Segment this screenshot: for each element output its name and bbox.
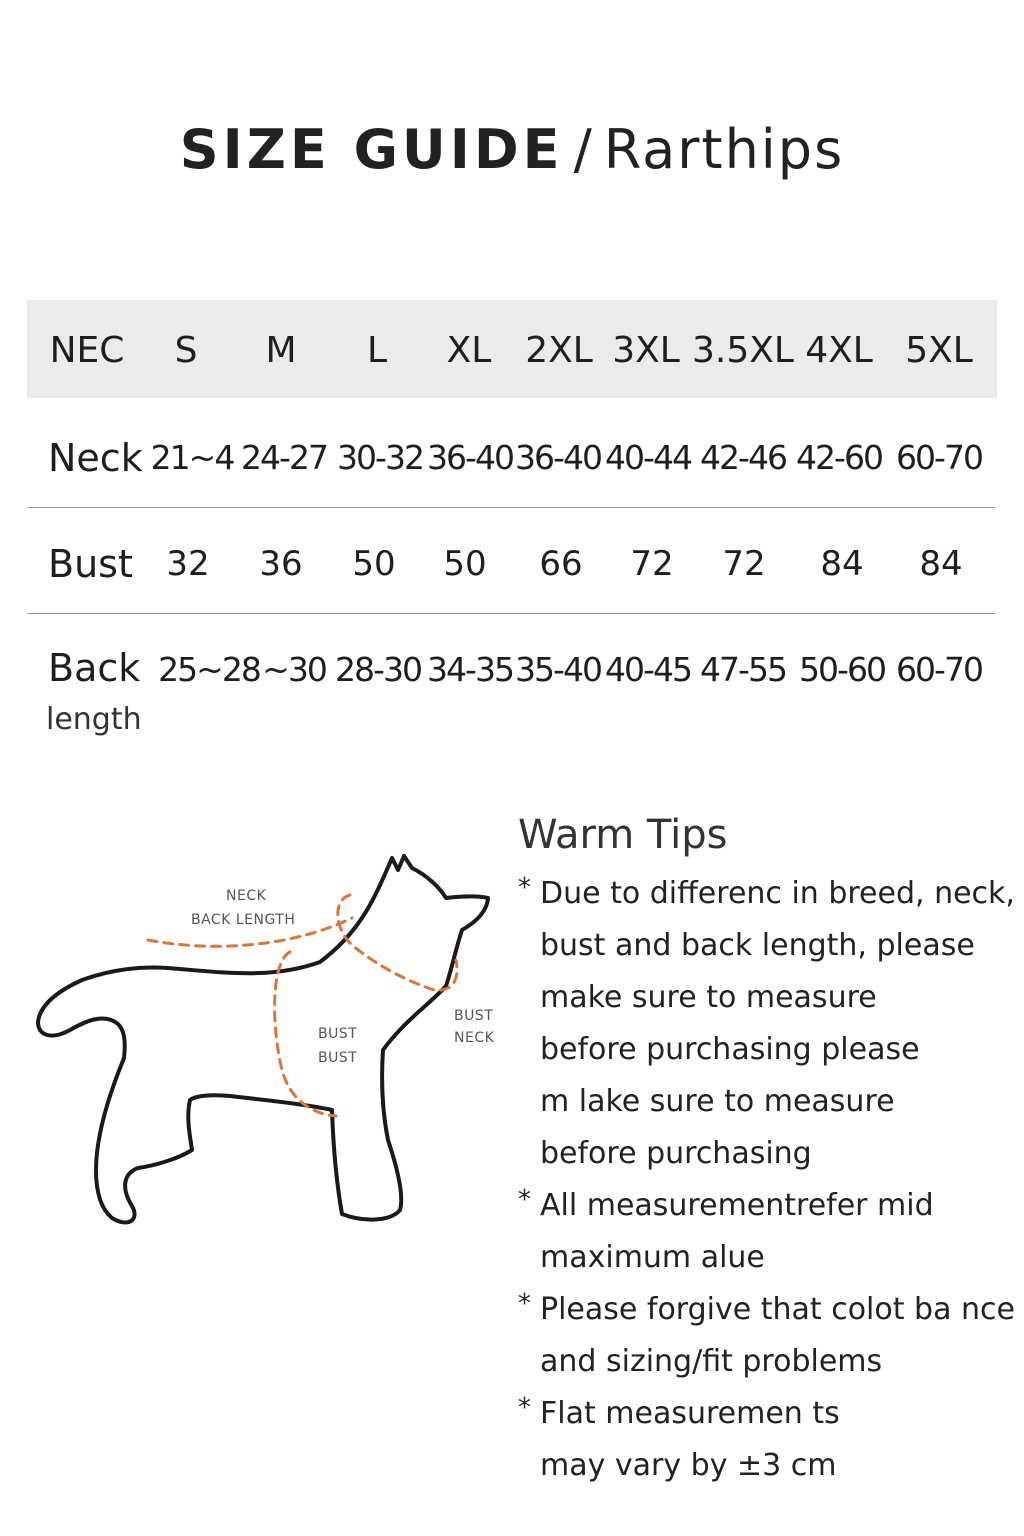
table-cell: 36-40: [515, 438, 601, 477]
tip-line: and sizing/fit problems: [540, 1344, 883, 1379]
dog-outline: [38, 856, 488, 1222]
neck-measure-line: [338, 895, 457, 990]
table-cell: 32: [166, 544, 210, 584]
header-cell: NEC: [49, 330, 125, 371]
table-cell: 72: [722, 544, 766, 584]
header-cell: S: [174, 330, 198, 371]
table-cell: 40-44: [605, 438, 691, 477]
table-cell: 84: [820, 544, 864, 584]
page-title: [0, 118, 1024, 181]
header-cell: 3.5XL: [692, 330, 794, 371]
table-cell: 30-32: [337, 438, 423, 477]
tip-line: m lake sure to measure: [540, 1084, 895, 1119]
diagram-label-bust-side: BUST: [454, 1008, 494, 1024]
table-cell: 50: [443, 544, 487, 584]
header-cell: L: [366, 330, 388, 371]
diagram-label-bust: BUST: [318, 1050, 358, 1066]
tip-line: Due to differenc in breed, neck,: [540, 876, 1015, 911]
diagram-label-neck-side: NECK: [454, 1030, 495, 1046]
table-cell: 60-70: [896, 650, 982, 689]
row-sublabel-length: length: [46, 702, 142, 737]
header-cell: M: [265, 330, 297, 371]
tip-line: Please forgive that colot ba nce: [540, 1292, 1015, 1327]
table-cell: 47-55: [700, 650, 786, 689]
table-cell: 40-45: [605, 650, 691, 689]
title-suffix: Rarthips: [603, 118, 845, 181]
table-cell: 24-27: [241, 438, 327, 477]
diagram-label-back-length: BACK LENGTH: [191, 912, 296, 928]
header-cell: 2XL: [525, 330, 593, 371]
asterisk-icon: *: [518, 1289, 531, 1319]
tip-line: bust and back length, please: [540, 928, 975, 963]
table-cell: 84: [919, 544, 963, 584]
row-label-back: Back: [48, 646, 141, 690]
asterisk-icon: *: [518, 1393, 531, 1423]
table-cell: 25~28: [158, 650, 260, 689]
tip-item: [518, 1284, 1018, 1388]
tip-line: All measurementrefer mid: [540, 1188, 934, 1223]
warm-tips-title: Warm Tips: [518, 812, 728, 858]
header-cell: 3XL: [612, 330, 680, 371]
row-label-bust: Bust: [48, 542, 133, 586]
table-cell: 50-60: [799, 650, 885, 689]
asterisk-icon: *: [518, 873, 531, 903]
row-divider: [27, 613, 995, 614]
table-cell: 60-70: [896, 438, 982, 477]
tip-item: [518, 1388, 1018, 1492]
table-cell: 42-60: [796, 438, 882, 477]
table-cell: 36: [259, 544, 303, 584]
header-cell: 5XL: [905, 330, 973, 371]
table-cell: 35-40: [515, 650, 601, 689]
header-cell: XL: [446, 330, 492, 371]
title-main: SIZE GUIDE: [179, 118, 564, 181]
title-separator: /: [573, 118, 594, 181]
warm-tips: [518, 812, 1018, 1492]
tip-line: may vary by ±3 cm: [540, 1448, 837, 1483]
asterisk-icon: *: [518, 1185, 531, 1215]
tip-item: [518, 1180, 1018, 1284]
header-cell: 4XL: [805, 330, 873, 371]
tip-line: make sure to measure: [540, 980, 877, 1015]
table-cell: 21~4: [150, 438, 234, 477]
diagram-label-bust: BUST: [318, 1026, 358, 1042]
table-cell: 42-46: [700, 438, 786, 477]
tip-item: [518, 868, 1018, 1180]
tip-line: before purchasing: [540, 1136, 812, 1171]
table-header-row: [27, 300, 997, 398]
table-cell: 28-30: [335, 650, 421, 689]
tip-line: before purchasing please: [540, 1032, 920, 1067]
table-cell: 34-35: [427, 650, 513, 689]
row-label-neck: Neck: [48, 436, 143, 480]
table-cell: 66: [539, 544, 583, 584]
row-divider: [27, 507, 995, 508]
table-cell: ~30: [262, 650, 326, 689]
tip-line: maximum alue: [540, 1240, 765, 1275]
diagram-label-neck: NECK: [226, 888, 267, 904]
table-cell: 72: [630, 544, 674, 584]
table-cell: 50: [352, 544, 396, 584]
tip-line: Flat measuremen ts: [540, 1396, 840, 1431]
dog-measurement-diagram: [20, 840, 500, 1250]
table-cell: 36-40: [427, 438, 513, 477]
